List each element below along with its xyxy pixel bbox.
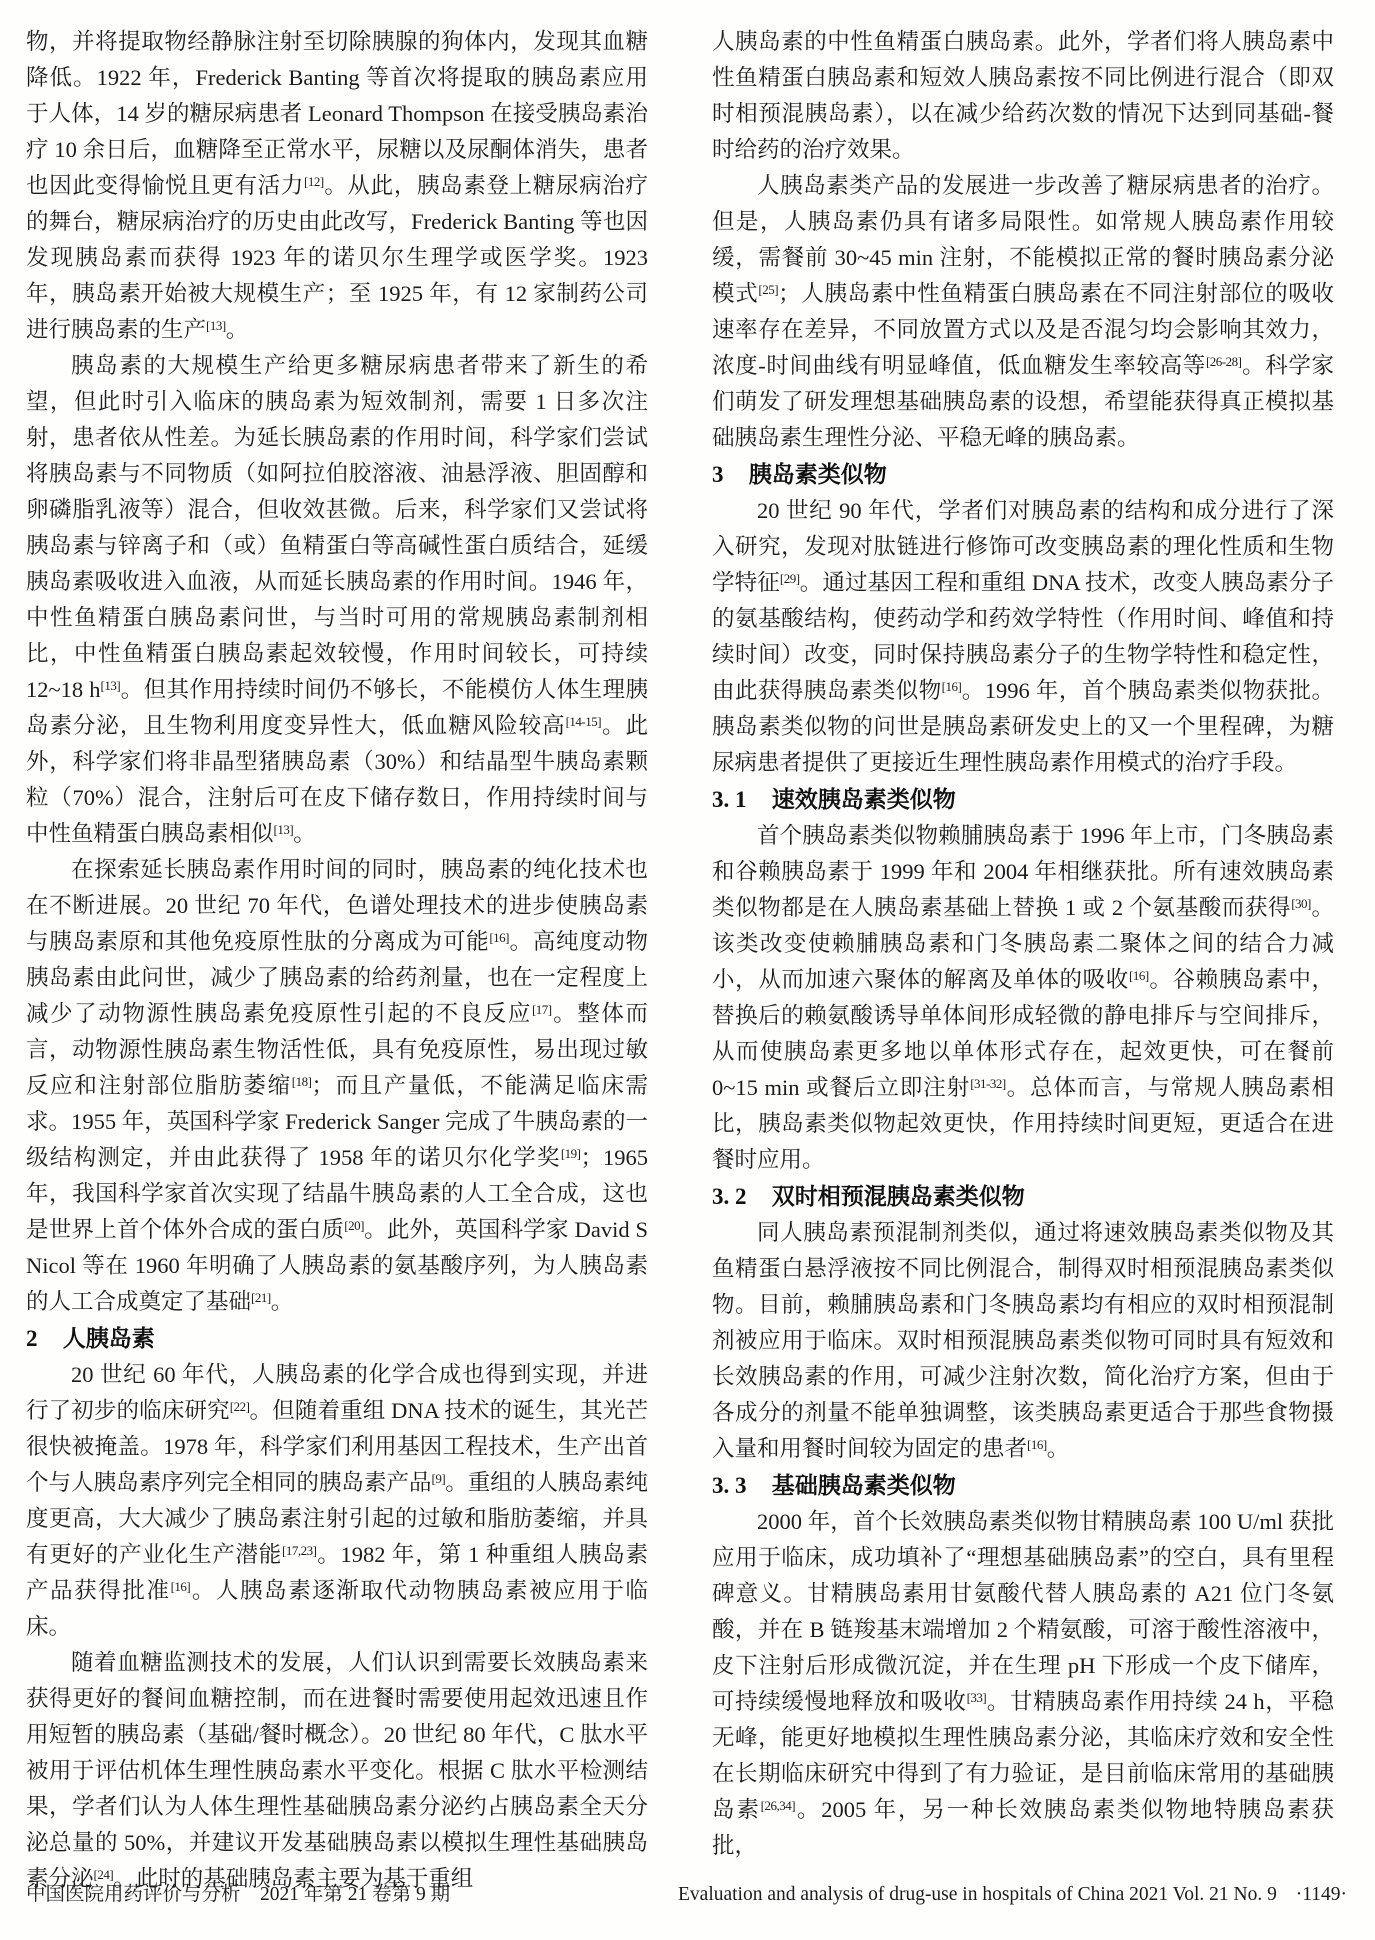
section-heading bbox=[712, 781, 1334, 818]
reference-superscript: [12] bbox=[303, 174, 324, 189]
reference-superscript: [13] bbox=[206, 318, 226, 333]
section-number: 3 bbox=[712, 462, 724, 487]
paragraph: 人胰岛素的中性鱼精蛋白胰岛素。此外，学者们将人胰岛素中性鱼精蛋白胰岛素和短效人胰岛素按不同比例进行混合（即双时相预混胰岛素），以在减少给药次数的情况下达到同基础-餐时给药的治疗效果。 bbox=[712, 29, 1334, 162]
reference-superscript: [25] bbox=[758, 282, 779, 297]
paragraph: 人胰岛素类产品的发展进一步改善了糖尿病患者的治疗。但是，人胰岛素仍具有诸多局限性。如常规人胰岛素作用较缓，需餐前 30~45 min 注射，不能模拟正常的餐时胰岛素分泌模式[25]；人胰岛素中性鱼精蛋白胰岛素在不同注射部位的吸收速率存在差异，不同放置方式以及是否混匀均会影响其效力，浓度-时间曲线有明显峰值，低血糖发生率较高等[26-28]。科学家们萌发了研发理想基础胰岛素的设想，希望能获得真正模拟基础胰岛素生理性分泌、平稳无峰的胰岛素。 bbox=[712, 173, 1334, 450]
reference-superscript: [13] bbox=[273, 822, 294, 837]
section-heading bbox=[26, 1320, 648, 1357]
section-title: 基础胰岛素类似物 bbox=[771, 1472, 956, 1498]
section-number: 2 bbox=[26, 1326, 38, 1351]
reference-superscript: [16] bbox=[170, 1579, 191, 1594]
reference-superscript: [17,23] bbox=[282, 1543, 317, 1558]
paragraph: 20 世纪 90 年代，学者们对胰岛素的结构和成分进行了深入研究，发现对肽链进行修饰可改变胰岛素的理化性质和生物学特征[29]。通过基因工程和重组 DNA 技术，改变人胰岛素分子的氨基酸结构，使药动学和药效学特性（作用时间、峰值和持续时间）改变，同时保持胰岛素分子的生物学特性和稳定性，由此获得胰岛素类似物[16]。1996 年，首个胰岛素类似物获批。胰岛素类似物的问世是胰岛素研发史上的又一个里程碑，为糖尿病患者提供了更接近生理性胰岛素作用模式的治疗手段。 bbox=[712, 498, 1334, 775]
reference-superscript: [14-15] bbox=[565, 714, 602, 729]
paragraph: 首个胰岛素类似物赖脯胰岛素于 1996 年上市，门冬胰岛素和谷赖胰岛素于 1999 年和 2004 年相继获批。所有速效胰岛素类似物都是在人胰岛素基础上替换 1 或 2 个氨基酸而获得[30]。该类改变使赖脯胰岛素和门冬胰岛素二聚体之间的结合力减小，从而加速六聚体的解离及单体的吸收[16]。谷赖胰岛素中，替换后的赖氨酸诱导单体间形成轻微的静电排斥与空间排斥，从而使胰岛素更多地以单体形式存在，起效更快，可在餐前 0~15 min 或餐后立即注射[31-32]。总体而言，与常规人胰岛素相比，胰岛素类似物起效更快，作用持续时间更短，更适合在进餐时应用。 bbox=[712, 823, 1334, 1172]
reference-superscript: [16] bbox=[941, 679, 962, 694]
section-number: 3. 2 bbox=[712, 1184, 747, 1209]
reference-superscript: [19] bbox=[560, 1146, 581, 1161]
reference-superscript: [31-32] bbox=[970, 1076, 1006, 1091]
left-column bbox=[26, 24, 648, 1897]
paragraph: 同人胰岛素预混制剂类似，通过将速效胰岛素类似物及其鱼精蛋白悬浮液按不同比例混合，制得双时相预混胰岛素类似物。目前，赖脯胰岛素和门冬胰岛素均有相应的双时相预混制剂被应用于临床。双时相预混胰岛素类似物可同时具有短效和长效胰岛素的作用，可减少注射次数，简化治疗方案，但由于各成分的剂量不能单独调整，该类胰岛素更适合于那些食物摄入量和用餐时间较为固定的患者[16]。 bbox=[712, 1220, 1334, 1461]
footer-page-number: ·1149· bbox=[1295, 1884, 1347, 1905]
reference-superscript: [24] bbox=[93, 1867, 114, 1882]
section-number: 3. 1 bbox=[712, 787, 747, 812]
reference-superscript: [16] bbox=[1027, 1437, 1047, 1452]
reference-superscript: [16] bbox=[489, 930, 509, 945]
section-title: 双时相预混胰岛素类似物 bbox=[771, 1183, 1025, 1209]
reference-superscript: [9] bbox=[431, 1471, 446, 1486]
footer-right-group bbox=[678, 1882, 1347, 1908]
reference-superscript: [30] bbox=[1291, 896, 1311, 911]
footer-journal-name-cn: 中国医院用药评价与分析 2021 年第 21 卷第 9 期 bbox=[26, 1884, 451, 1905]
reference-superscript: [22] bbox=[229, 1399, 250, 1414]
paragraph: 2000 年，首个长效胰岛素类似物甘精胰岛素 100 U/ml 获批应用于临床，成功填补了“理想基础胰岛素”的空白，具有里程碑意义。甘精胰岛素用甘氨酸代替人胰岛素的 A21 位门冬氨酸，并在 B 链羧基末端增加 2 个精氨酸，可溶于酸性溶液中，皮下注射后形成微沉淀，并在生理 pH 下形成一个皮下储库，可持续缓慢地释放和吸收[33]。甘精胰岛素作用持续 24 h，平稳无峰，能更好地模拟生理性胰岛素分泌，其临床疗效和安全性在长期临床研究中得到了有力验证，是目前临床常用的基础胰岛素[26,34]。2005 年，另一种长效胰岛素类似物地特胰岛素获批， bbox=[712, 1509, 1334, 1858]
reference-superscript: [20] bbox=[344, 1218, 364, 1233]
reference-superscript: [33] bbox=[966, 1690, 987, 1705]
page-footer bbox=[26, 1882, 1347, 1908]
reference-superscript: [13] bbox=[100, 678, 121, 693]
paragraph: 胰岛素的大规模生产给更多糖尿病患者带来了新生的希望，但此时引入临床的胰岛素为短效制剂，需要 1 日多次注射，患者依从性差。为延长胰岛素的作用时间，科学家们尝试将胰岛素与不同物质（如阿拉伯胶溶液、油悬浮液、胆固醇和卵磷脂乳液等）混合，但收效甚微。后来，科学家们又尝试将胰岛素与锌离子和（或）鱼精蛋白等高碱性蛋白质结合，延缓胰岛素吸收进入血液，从而延长胰岛素的作用时间。1946 年，中性鱼精蛋白胰岛素问世，与当时可用的常规胰岛素制剂相比，中性鱼精蛋白胰岛素起效较慢，作用时间较长，可持续 12~18 h[13]。但其作用持续时间仍不够长，不能模仿人体生理胰岛素分泌，且生物利用度变异性大，低血糖风险较高[14-15]。此外，科学家们将非晶型猪胰岛素（30%）和结晶型牛胰岛素颗粒（70%）混合，注射后可在皮下储存数日，作用持续时间与中性鱼精蛋白胰岛素相似[13]。 bbox=[26, 353, 648, 846]
reference-superscript: [18] bbox=[291, 1074, 312, 1089]
section-title: 胰岛素类似物 bbox=[748, 461, 887, 487]
section-title: 人胰岛素 bbox=[62, 1325, 155, 1351]
paragraph: 物，并将提取物经静脉注射至切除胰腺的狗体内，发现其血糖降低。1922 年，Frederick Banting 等首次将提取的胰岛素应用于人体，14 岁的糖尿病患者 Leonard Thompson 在接受胰岛素治疗 10 余日后，血糖降至正常水平，尿糖以及尿酮体消失，患者也因此变得愉悦且更有活力[12]。从此，胰岛素登上糖尿病治疗的舞台，糖尿病治疗的历史由此改写，Frederick Banting 等也因发现胰岛素而获得 1923 年的诺贝尔生理学或医学奖。1923 年，胰岛素开始被大规模生产；至 1925 年，有 12 家制药公司进行胰岛素的生产[13]。 bbox=[26, 29, 648, 342]
reference-superscript: [21] bbox=[251, 1290, 271, 1305]
footer-journal-name-en: Evaluation and analysis of drug-use in hospitals of China 2021 Vol. 21 No. 9 bbox=[678, 1884, 1277, 1905]
reference-superscript: [26-28] bbox=[1205, 354, 1242, 369]
section-heading bbox=[712, 1467, 1334, 1504]
paragraph: 随着血糖监测技术的发展，人们认识到需要长效胰岛素来获得更好的餐间血糖控制，而在进餐时需要使用起效迅速且作用短暂的胰岛素（基础/餐时概念）。20 世纪 80 年代，C 肽水平被用于评估机体生理性胰岛素水平变化。根据 C 肽水平检测结果，学者们认为人体生理性基础胰岛素分泌约占胰岛素全天分泌总量的 50%，并建议开发基础胰岛素以模拟生理性基础胰岛素分泌[24]。此时的基础胰岛素主要为基于重组 bbox=[26, 1650, 648, 1891]
right-column bbox=[712, 24, 1334, 1864]
section-heading bbox=[712, 456, 1334, 493]
section-number: 3. 3 bbox=[712, 1473, 747, 1498]
reference-superscript: [16] bbox=[1128, 968, 1149, 983]
paragraph: 在探索延长胰岛素作用时间的同时，胰岛素的纯化技术也在不断进展。20 世纪 70 年代，色谱处理技术的进步使胰岛素与胰岛素原和其他免疫原性肽的分离成为可能[16]。高纯度动物胰岛素由此问世，减少了胰岛素的给药剂量，也在一定程度上减少了动物源性胰岛素免疫原性引起的不良反应[17]。整体而言，动物源性胰岛素生物活性低，具有免疫原性，易出现过敏反应和注射部位脂肪萎缩[18]；而且产量低，不能满足临床需求。1955 年，英国科学家 Frederick Sanger 完成了牛胰岛素的一级结构测定，并由此获得了 1958 年的诺贝尔化学奖[19]；1965 年，我国科学家首次实现了结晶牛胰岛素的人工全合成，这也是世界上首个体外合成的蛋白质[20]。此外，英国科学家 David S Nicol 等在 1960 年明确了人胰岛素的氨基酸序列，为人胰岛素的人工合成奠定了基础[21]。 bbox=[26, 857, 648, 1314]
reference-superscript: [17] bbox=[531, 1002, 552, 1017]
paragraph: 20 世纪 60 年代，人胰岛素的化学合成也得到实现，并进行了初步的临床研究[22]。但随着重组 DNA 技术的诞生，其光芒很快被掩盖。1978 年，科学家们利用基因工程技术，生产出首个与人胰岛素序列完全相同的胰岛素产品[9]。重组的人胰岛素纯度更高，大大减少了胰岛素注射引起的过敏和脂肪萎缩，并具有更好的产业化生产潜能[17,23]。1982 年，第 1 种重组人胰岛素产品获得批准[16]。人胰岛素逐渐取代动物胰岛素被应用于临床。 bbox=[26, 1362, 648, 1639]
reference-superscript: [29] bbox=[779, 571, 800, 586]
reference-superscript: [26,34] bbox=[760, 1798, 796, 1813]
section-title: 速效胰岛素类似物 bbox=[771, 786, 956, 812]
section-heading bbox=[712, 1178, 1334, 1215]
